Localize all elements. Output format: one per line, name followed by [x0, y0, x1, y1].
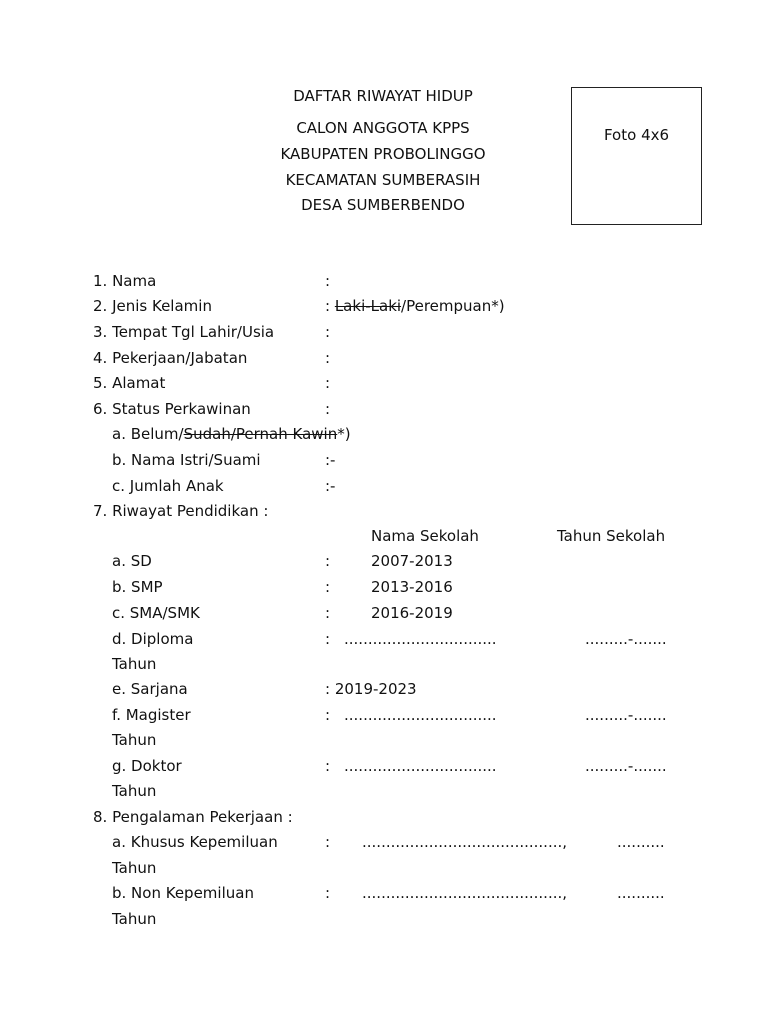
- value-sd: 2007-2013: [371, 552, 453, 570]
- photo-label: Foto 4x6: [603, 126, 670, 144]
- value-jenis-kelamin: : Laki-Laki/Perempuan*): [325, 297, 505, 315]
- colon: :: [325, 884, 331, 902]
- header-line-desa: DESA SUMBERBENDO: [301, 196, 465, 214]
- colon: :: [325, 349, 331, 367]
- col-nama-sekolah: Nama Sekolah: [371, 527, 479, 545]
- label-sarjana: e. Sarjana: [112, 680, 188, 698]
- dots-diploma-year: .........-.......: [585, 630, 667, 648]
- label-tahun: Tahun: [112, 782, 157, 800]
- label-sd: a. SD: [112, 552, 152, 570]
- label-smp: b. SMP: [112, 578, 163, 596]
- dots-non: ..........................................,: [362, 884, 568, 902]
- struck-laki-laki: Laki-Laki: [334, 297, 402, 315]
- dots-non-year: ..........: [617, 884, 665, 902]
- label-magister: f. Magister: [112, 706, 191, 724]
- label-ttl: 3. Tempat Tgl Lahir/Usia: [93, 323, 275, 341]
- colon: :: [325, 630, 331, 648]
- photo-box: [571, 87, 702, 225]
- dots-khusus: ..........................................,: [362, 833, 568, 851]
- colon: :: [325, 272, 331, 290]
- label-khusus-kepemiluan: a. Khusus Kepemiluan: [112, 833, 278, 851]
- doc-title: DAFTAR RIWAYAT HIDUP: [293, 87, 473, 105]
- dots-magister-year: .........-.......: [585, 706, 667, 724]
- colon: :: [325, 757, 331, 775]
- status-b: b. Nama Istri/Suami: [112, 451, 261, 469]
- label-jenis-kelamin: 2. Jenis Kelamin: [93, 297, 212, 315]
- colon: :: [325, 323, 331, 341]
- status-c: c. Jumlah Anak: [112, 477, 224, 495]
- label-status: 6. Status Perkawinan: [93, 400, 251, 418]
- label-tahun: Tahun: [112, 655, 157, 673]
- colon-dash: :-: [325, 477, 336, 495]
- struck-sudah-pernah-kawin: Sudah/Pernah Kawin: [183, 425, 338, 443]
- colon: :: [325, 374, 331, 392]
- label-non-kepemiluan: b. Non Kepemiluan: [112, 884, 254, 902]
- label-alamat: 5. Alamat: [93, 374, 166, 392]
- dots-khusus-year: ..........: [617, 833, 665, 851]
- colon: :: [325, 604, 331, 622]
- label-nama: 1. Nama: [93, 272, 157, 290]
- label-diploma: d. Diploma: [112, 630, 194, 648]
- dots-doktor-year: .........-.......: [585, 757, 667, 775]
- dots-doktor-name: ................................: [344, 757, 497, 775]
- label-pendidikan: 7. Riwayat Pendidikan :: [93, 502, 269, 520]
- dots-magister-name: ................................: [344, 706, 497, 724]
- label-tahun: Tahun: [112, 859, 157, 877]
- colon: :: [325, 578, 331, 596]
- header-line-kecamatan: KECAMATAN SUMBERASIH: [285, 171, 481, 189]
- colon-dash: :-: [325, 451, 336, 469]
- value-smp: 2013-2016: [371, 578, 453, 596]
- value-sma: 2016-2019: [371, 604, 453, 622]
- status-a: a. Belum/Sudah/Pernah Kawin*): [112, 425, 351, 443]
- header-line-calon: CALON ANGGOTA KPPS: [296, 119, 470, 137]
- colon: :: [325, 833, 331, 851]
- col-tahun-sekolah: Tahun Sekolah: [557, 527, 666, 545]
- value-sarjana: : 2019-2023: [325, 680, 417, 698]
- label-sma: c. SMA/SMK: [112, 604, 200, 622]
- label-pekerjaan: 4. Pekerjaan/Jabatan: [93, 349, 248, 367]
- label-pengalaman: 8. Pengalaman Pekerjaan :: [93, 808, 293, 826]
- colon: :: [325, 706, 331, 724]
- label-doktor: g. Doktor: [112, 757, 182, 775]
- header-line-kabupaten: KABUPATEN PROBOLINGGO: [280, 145, 486, 163]
- dots-diploma-name: ................................: [344, 630, 497, 648]
- label-tahun: Tahun: [112, 731, 157, 749]
- colon: :: [325, 400, 331, 418]
- colon: :: [325, 552, 331, 570]
- label-tahun: Tahun: [112, 910, 157, 928]
